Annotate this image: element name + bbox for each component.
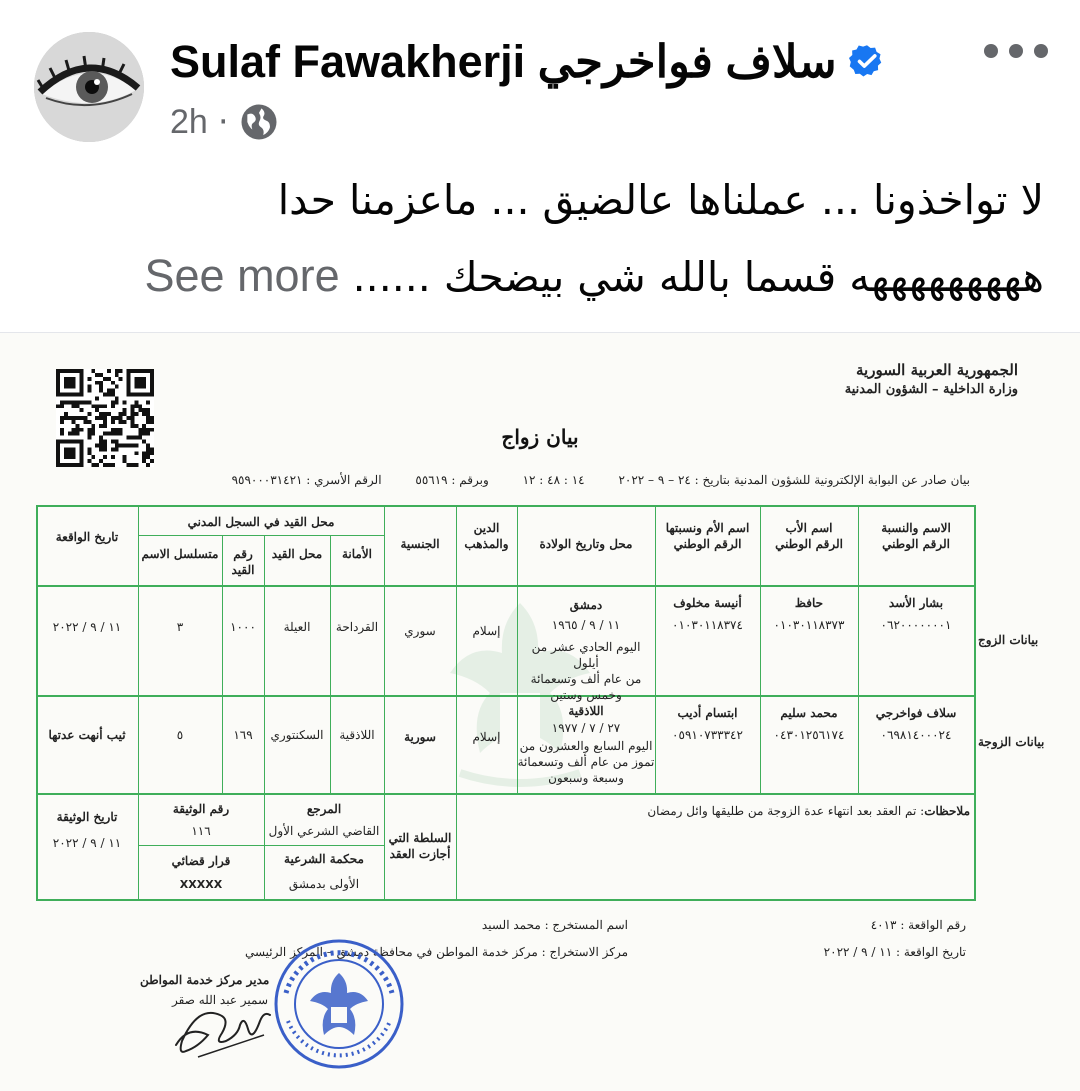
- husband-religion: إسلام: [472, 624, 501, 638]
- post-text-line-2: [145, 250, 1045, 302]
- wife-mother: ابتسام أديب: [677, 706, 738, 720]
- husband-father: حافظ: [794, 596, 824, 610]
- notes-label: ملاحظات: [924, 804, 970, 818]
- husband-mother-id: ٠١٠٣٠١١٨٣٧٤: [672, 618, 743, 632]
- decision-label: قرار قضائي: [171, 854, 231, 868]
- footer-event-date: تاريخ الواقعة : ١١ / ٩ / ٢٠٢٢: [823, 945, 966, 959]
- husband-birth-place: دمشق: [569, 598, 603, 612]
- wife-nationality: سورية: [404, 730, 436, 744]
- table-row-divider: [138, 845, 384, 846]
- court-label: محكمة الشرعية: [284, 852, 364, 866]
- post-text-line-2-content: هههههههههه قسما بالله شي بيضحك ......: [339, 253, 1044, 301]
- avatar-eye-image: [34, 32, 144, 142]
- reference-label: المرجع: [306, 802, 342, 816]
- qr-code-icon: [56, 369, 154, 467]
- header-seq: متسلسل الاسم: [141, 547, 219, 561]
- wife-event-date: ثيب أنهت عدتها: [48, 728, 126, 742]
- decision-value: XXXXX: [179, 878, 223, 891]
- post-author-name[interactable]: Sulaf Fawakherji سلاف فواخرجي: [170, 35, 837, 87]
- wife-place: السكنتوري: [270, 728, 324, 742]
- issue-serial: وبرقم : ٥٥٦١٩: [415, 473, 489, 487]
- footer-event-number: رقم الواقعة : ٤٠١٣: [870, 918, 966, 932]
- issue-text: بيان صادر عن البوابة الإلكترونية للشؤون المدنية بتاريخ : ٢٤ – ٩ – ٢٠٢٢: [618, 473, 970, 487]
- header-nationality: الجنسية: [400, 537, 440, 551]
- official-seal-stamp: [272, 937, 406, 1071]
- meta-separator: ·: [217, 102, 229, 142]
- table-subheader-divider: [138, 535, 384, 536]
- husband-reg-no: ١٠٠٠: [230, 620, 256, 634]
- doc-number-value: ١١٦: [191, 824, 211, 838]
- post-author-row: [170, 30, 885, 92]
- header-religion: الدين والمذهب: [464, 521, 509, 551]
- footer-extraction-center: مركز الاستخراج : مركز خدمة المواطن في محافظة دمشق – المركز الرئيسي: [244, 945, 628, 959]
- wife-seq: ٥: [176, 728, 184, 742]
- husband-seq: ٣: [176, 620, 184, 634]
- court-value: الأولى بدمشق: [288, 877, 360, 891]
- husband-mother: أنيسة مخلوف: [673, 596, 742, 610]
- husband-amana: القرداحة: [335, 620, 379, 634]
- table-border-top: [36, 505, 974, 507]
- post-meta: [170, 100, 279, 144]
- wife-reg-no: ١٦٩: [233, 728, 253, 742]
- table-row-divider: [36, 793, 974, 795]
- husband-national-id: ٠٦٢٠٠٠٠٠٠٠١: [880, 618, 952, 632]
- wife-birth-words: اليوم السابع والعشرون من تموز من عام ألف وتسعمائة وسبعة وسبعون: [517, 739, 655, 785]
- authority-label: السلطة التي أجازت العقد: [388, 831, 452, 861]
- table-column-divider: [330, 535, 331, 793]
- reference-value: القاضي الشرعي الأول: [268, 824, 380, 838]
- wife-birth-date: ٢٧ / ٧ / ١٩٧٧: [551, 721, 621, 735]
- wife-father: محمد سليم: [780, 706, 838, 720]
- document-title: بيان زواج: [501, 425, 579, 449]
- table-column-divider: [264, 535, 265, 793]
- signature-drawing: [168, 985, 278, 1061]
- husband-nationality: سوري: [404, 624, 436, 638]
- issuer-line-1: الجمهورية العربية السورية: [856, 361, 1018, 379]
- wife-father-id: ٠٤٣٠١٢٥٦١٧٤: [773, 728, 845, 742]
- wife-national-id: ٠٦٩٨١٤٠٠٠٢٤: [880, 728, 952, 742]
- issue-line: [232, 473, 970, 487]
- doc-number-label: رقم الوثيقة: [172, 802, 230, 816]
- header-name: الاسم والنسبة الرقم الوطني: [881, 521, 951, 551]
- wife-mother-id: ٠٥٩١٠٧٣٣٣٤٢: [672, 728, 743, 742]
- table-row-divider: [36, 585, 974, 587]
- husband-name: بشار الأسد: [888, 596, 944, 610]
- header-mother: اسم الأم ونسبتها الرقم الوطني: [665, 521, 750, 551]
- see-more-link[interactable]: See more: [144, 250, 340, 301]
- post-text-line-1: لا تواخذونا ... عملناها عالضيق ... ماعزمنا حدا: [277, 176, 1044, 224]
- husband-birth-date: ١١ / ٩ / ١٩٦٥: [551, 618, 621, 632]
- notes-text: : تم العقد بعد انتهاء عدة الزوجة من طليقها وائل رمضان: [647, 804, 925, 818]
- avatar[interactable]: [34, 32, 144, 142]
- issue-family-number: الرقم الأسري : ٩٥٩٠٠٠٣١٤٢١: [231, 473, 382, 487]
- issuer-block: [845, 359, 1018, 399]
- husband-row-label: بيانات الزوج: [978, 633, 1039, 647]
- doc-date-value: ١١ / ٩ / ٢٠٢٢: [52, 836, 122, 850]
- header-birth: محل وتاريخ الولادة: [539, 537, 633, 551]
- footer-extractor: اسم المستخرج : محمد السيد: [481, 918, 628, 932]
- post-time[interactable]: 2h: [170, 102, 208, 141]
- manager-title: مدير مركز خدمة المواطن: [140, 973, 270, 987]
- table-column-divider: [456, 793, 457, 899]
- more-dots-icon[interactable]: [984, 36, 1048, 66]
- wife-amana: اللاذقية: [339, 728, 375, 742]
- table-row-divider: [36, 695, 974, 697]
- husband-event-date: ١١ / ٩ / ٢٠٢٢: [52, 620, 122, 634]
- header-place: محل القيد: [271, 547, 323, 561]
- header-amana: الأمانة: [341, 547, 373, 561]
- header-father: اسم الأب الرقم الوطني: [775, 521, 843, 551]
- wife-religion: إسلام: [472, 730, 501, 744]
- manager-name: سمير عبد الله صقر: [172, 993, 269, 1007]
- wife-birth-place: اللاذقية: [568, 704, 604, 718]
- header-registry: محل القيد في السجل المدني: [187, 515, 335, 529]
- globe-icon[interactable]: [239, 102, 279, 142]
- marriage-document-image[interactable]: [0, 333, 1080, 1091]
- header-reg-no: رقم القيد: [231, 547, 255, 577]
- table-border-bottom: [36, 899, 974, 901]
- wife-name: سلاف فواخرجي: [875, 706, 957, 720]
- header-event-date: تاريخ الواقعة: [55, 530, 119, 544]
- husband-father-id: ٠١٠٣٠١١٨٣٧٣: [773, 618, 845, 632]
- table-border-right: [974, 505, 976, 901]
- doc-date-label: تاريخ الوثيقة: [56, 810, 118, 824]
- husband-place: العيلة: [283, 620, 311, 634]
- notes-line: [520, 803, 970, 819]
- wife-row-label: بيانات الزوجة: [978, 735, 1045, 749]
- issue-time: ١٤ : ٤٨ : ١٢: [522, 473, 585, 487]
- issuer-line-2: وزارة الداخلية – الشؤون المدنية: [844, 382, 1018, 397]
- verified-badge-icon: [849, 43, 885, 79]
- husband-birth-words: اليوم الحادي عشر من أيلول من عام ألف وتسعمائة وخمس وستين: [530, 640, 642, 702]
